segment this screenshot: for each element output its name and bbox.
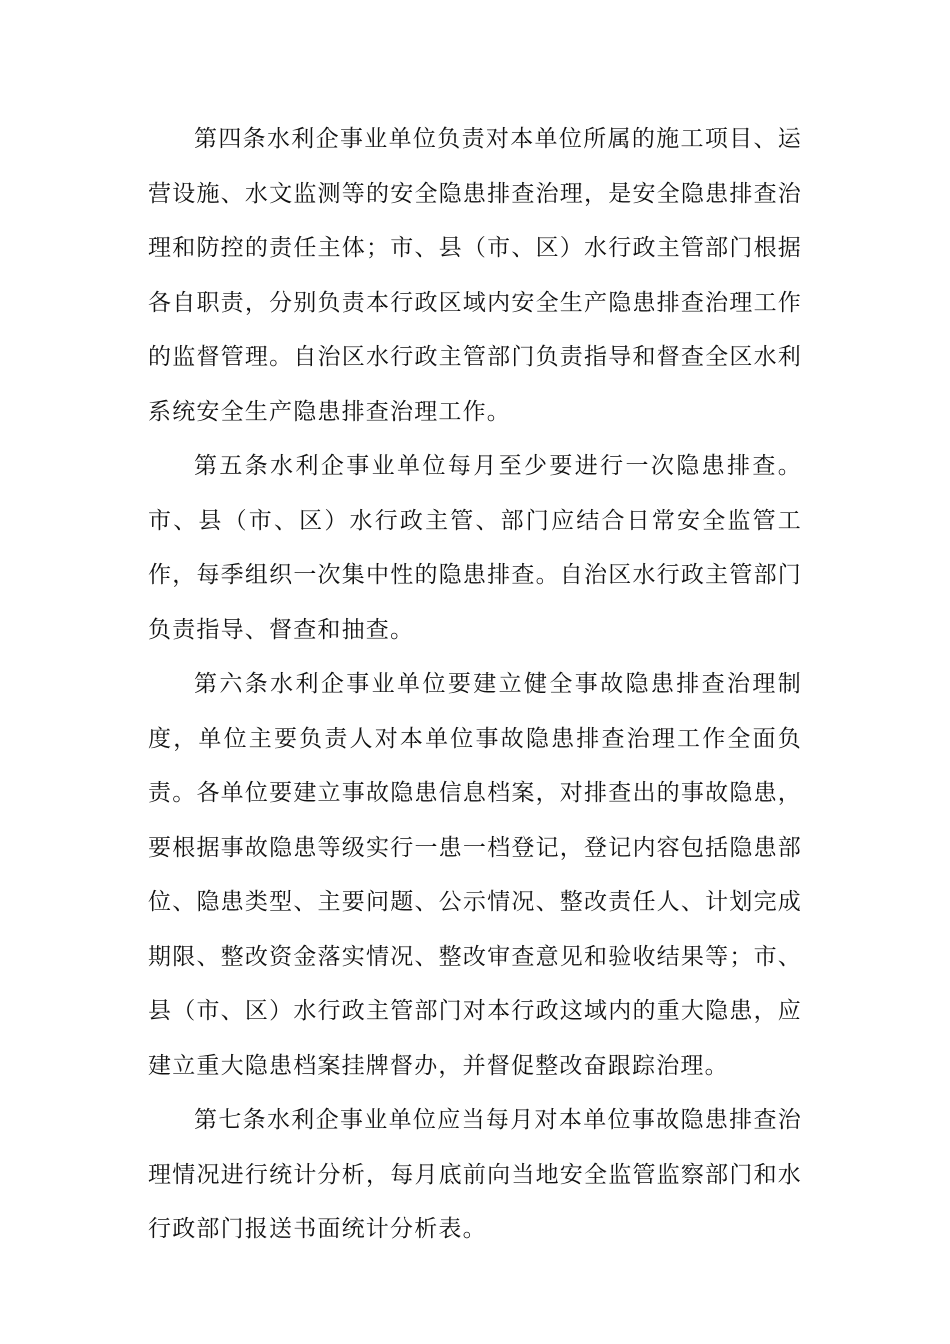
paragraph-article-7: 第七条水利企事业单位应当每月对本单位事故隐患排查治理情况进行统计分析，每月底前向当地安全监管监察部门和水行政部门报送书面统计分析表。 <box>148 1107 802 1242</box>
paragraph-article-4: 第四条水利企事业单位负责对本单位所属的施工项目、运营设施、水文监测等的安全隐患排查治理，是安全隐患排查治理和防控的责任主体；市、县（市、区）水行政主管部门根据各自职责，分别负责本行政区域内安全生产隐患排查治理工作的监督管理。自治区水行政主管部门负责指导和督查全区水利系统安全生产隐患排查治理工作。 <box>148 126 802 425</box>
paragraph-article-6: 第六条水利企事业单位要建立健全事故隐患排查治理制度，单位主要负责人对本单位事故隐患排查治理工作全面负责。各单位要建立事故隐患信息档案，对排查出的事故隐患，要根据事故隐患等级实行一患一档登记，登记内容包括隐患部位、隐患类型、主要问题、公示情况、整改责任人、计划完成期限、整改资金落实情况、整改审查意见和验收结果等；市、县（市、区）水行政主管部门对本行政这域内的重大隐患，应建立重大隐患档案挂牌督办，并督促整改奋跟踪治理。 <box>148 671 802 1079</box>
document-body <box>148 112 802 1257</box>
paragraph-article-5: 第五条水利企事业单位每月至少要进行一次隐患排查。市、县（市、区）水行政主管、部门应结合日常安全监管工作，每季组织一次集中性的隐患排查。自治区水行政主管部门负责指导、督查和抽查。 <box>148 453 802 643</box>
